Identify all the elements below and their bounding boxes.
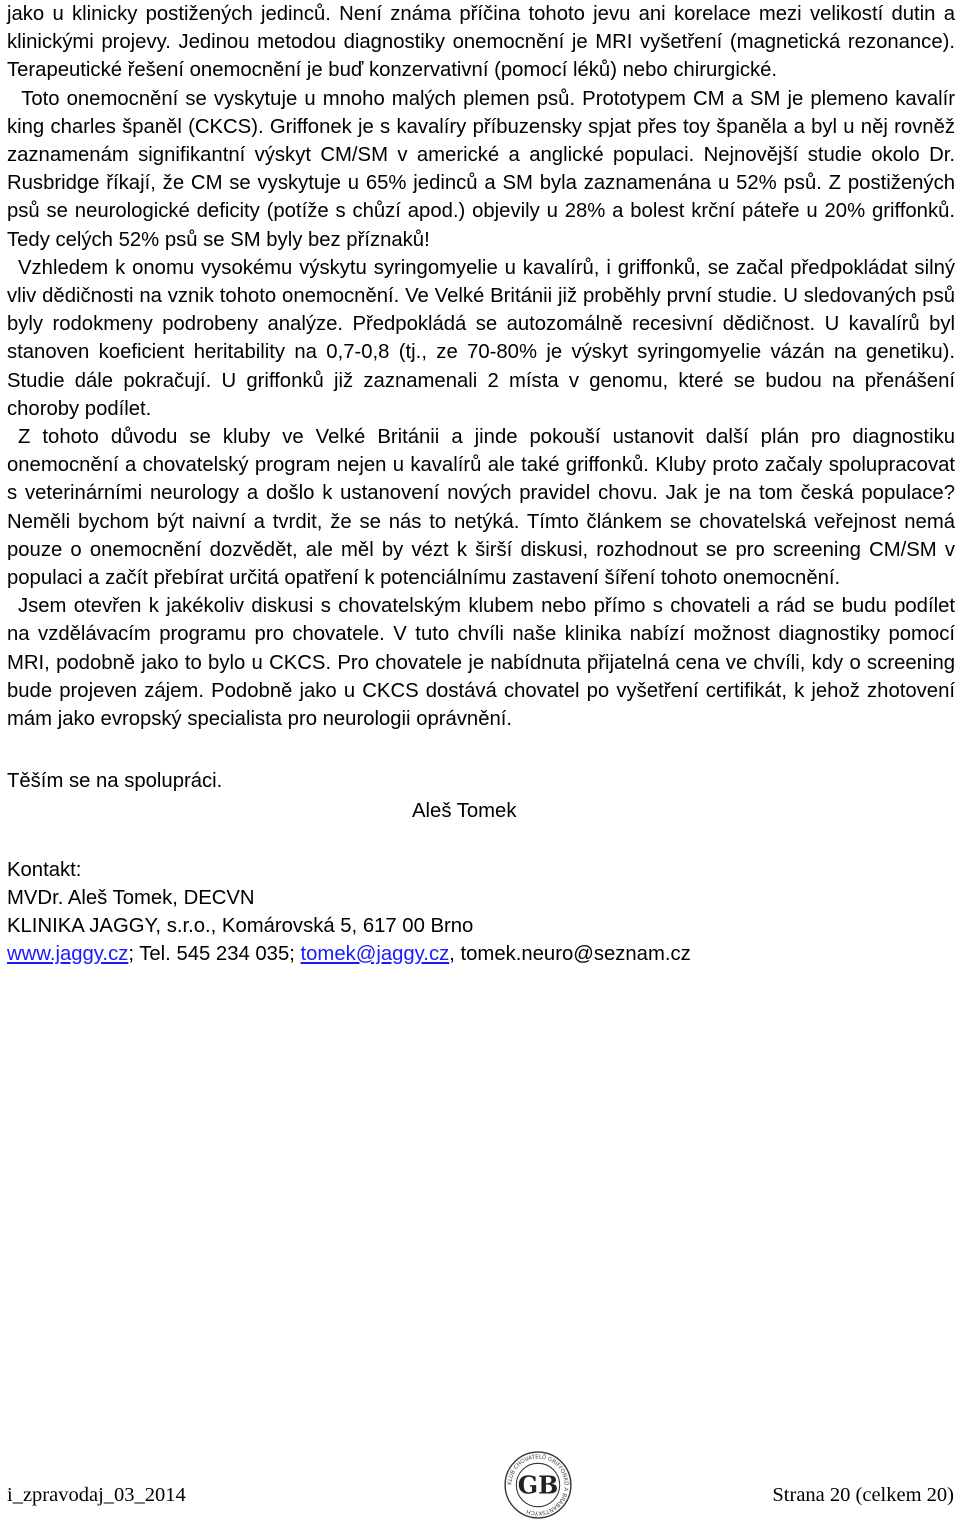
document-page [7, 0, 955, 968]
secondary-email: , tomek.neuro@seznam.cz [449, 942, 691, 965]
page-footer [7, 1454, 954, 1518]
email-link[interactable]: tomek@jaggy.cz [300, 942, 450, 965]
paragraph-1-part-2: Toto onemocnění se vyskytuje u mnoho malých plemen psů. Prototypem CM a SM je plemeno kavalír king charles španěl (CKCS). Griffonek je s kavalíry příbuzensky spjat přes toy španěla a byl u něj rovněž zaznamenám signifikantní výskyt CM/SM v americké a anglické populaci. Nejnovější studie okolo Dr. Rusbridge říkají, že CM se vyskytuje u 65% jedinců a SM byla zaznamenána u 52% psů. Z postižených psů se neurologické deficity (potíže s chůzí apod.) objevily u 28% a bolest krční páteře u 20% griffonků. Tedy celých 52% psů se SM byly bez příznaků! [7, 87, 955, 251]
paragraph-3: Z tohoto důvodu se kluby ve Velké Británii a jinde pokouší ustanovit další plán pro diagnostiku onemocnění a chovatelský program nejen u kavalírů ale také griffonků. Kluby proto začaly spolupracovat s veterinárními neurology a došlo k ustanovení nových pravidel chovu. Jak je na tom česká populace? Neměli bychom být naivní a tvrdit, že se nás to netýká. Tímto článkem se chovatelská veřejnost nemá pouze o onemocnění dozvědět, ale měl by vézt k širší diskusi, rozhodnout se pro screening CM/SM v populaci a začít přebírat určitá opatření k potenciálnímu zastavení šíření tohoto onemocnění. [7, 426, 955, 590]
contact-block [7, 856, 955, 968]
contact-line [7, 940, 955, 968]
paragraph-4: Jsem otevřen k jakékoliv diskusi s chovatelským klubem nebo přímo s chovateli a rád se budu podílet na vzdělávacím programu pro chovatele. V tuto chvíli naše klinika nabízí možnost diagnostiky pomocí MRI, podobně jako to bylo u CKCS. Pro chovatele je nabídnuta přijatelná cena ve chvíli, kdy o screening bude projeven zájem. Podobně jako u CKCS dostává chovatel po vyšetření certifikát, k jehož zhotovení mám jako evropský specialista pro neurologii oprávnění. [7, 595, 955, 731]
paragraph-1 [7, 0, 955, 254]
phone-text: ; Tel. 545 234 035; [128, 942, 301, 965]
footer-page-number: Strana 20 (celkem 20) [772, 1484, 954, 1506]
footer-issue: i_zpravodaj_03_2014 [7, 1484, 186, 1506]
svg-text:GB: GB [517, 1471, 559, 1500]
contact-name: MVDr. Aleš Tomek, DECVN [7, 886, 255, 909]
closing-greeting: Těším se na spolupráci. [7, 770, 223, 793]
paragraph-1-part-1: jako u klinicky postižených jedinců. Není známa příčina tohoto jevu ani korelace mezi velikostí dutin a klinickými projevy. Jedinou metodou diagnostiky onemocnění je MRI vyšetření (magnetická rezonance). Terapeutické řešení onemocnění je buď konzervativní (pomocí léků) nebo chirurgické. [7, 3, 955, 82]
website-link[interactable]: www.jaggy.cz [7, 942, 129, 965]
paragraph-2: Vzhledem k onomu vysokému výskytu syringomyelie u kavalírů, i griffonků, se začal předpokládat silný vliv dědičnosti na vznik tohoto onemocnění. Ve Velké Británii již proběhly první studie. U sledovaných psů byly rodokmeny podrobeny analýze. Předpokládá se autozomálně recesivní dědičnost. U kavalírů byl stanoven koeficient heritability na 0,7-0,8 (tj., ze 70-80% je výskyt syringomyelie vázán na genetiku). Studie dále pokračují. U griffonků již zaznamenali 2 místa v genomu, které se budou na přenášení choroby podílet. [7, 256, 955, 420]
contact-heading: Kontakt: [7, 858, 82, 881]
signature-name: Aleš Tomek [412, 800, 517, 823]
contact-address: KLINIKA JAGGY, s.r.o., Komárovská 5, 617 00 Brno [7, 914, 474, 937]
club-seal-logo [503, 1450, 573, 1520]
svg-text:KLUB CHOVATELŮ GRIFFONKŮ A BRA: KLUB CHOVATELŮ GRIFFONKŮ A BRABANTSKÝCH [507, 1454, 569, 1516]
